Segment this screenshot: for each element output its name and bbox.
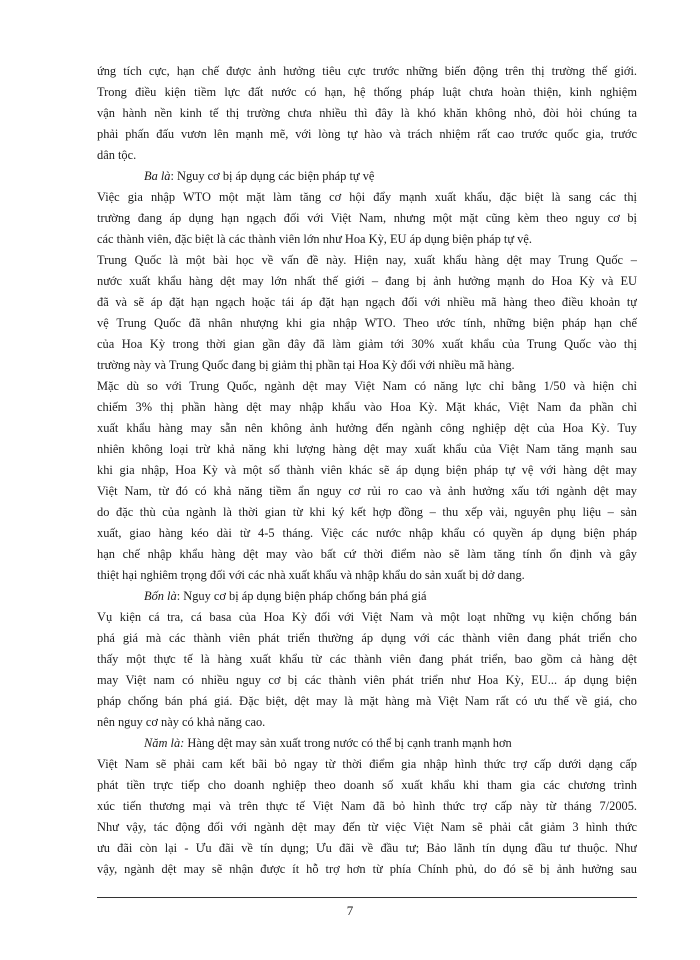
text-line: nên nguy cơ này có khả năng cao. bbox=[97, 715, 266, 729]
text-line: trường này và Trung Quốc đang bị giảm thị phần tại Hoa Kỳ đối với nhiều mã hàng. bbox=[97, 358, 515, 372]
text-line: thấy một thực tế là hàng xuất khẩu từ các thành viên đang phát triển, bao gồm cả hàng dệt bbox=[97, 652, 637, 666]
text-line: Như vậy, tác động đối với ngành dệt may đến từ việc Việt Nam sẽ phải cắt giảm 3 hình thức bbox=[97, 820, 637, 834]
text-line: vận hành nền kinh tế thị trường chưa nhiều thì đây là khó khăn không nhỏ, đòi hỏi chúng ta bbox=[97, 106, 637, 120]
text-line: ưu đãi còn lại - Ưu đãi về tín dụng; Ưu đãi về đầu tư; Bảo lãnh tín dụng đầu tư thuộc. Như bbox=[97, 841, 637, 855]
text-line: phá giá mà các thành viên phát triển thường áp dụng với các thành viên đang phát triển cho bbox=[97, 631, 637, 645]
text-line: đã và sẽ áp đặt hạn ngạch hoặc tái áp đặt hạn ngạch đối với nhiều mã hàng theo điều khoản tự bbox=[97, 295, 637, 309]
text-line: Việt Nam sẽ phải cam kết bãi bỏ ngay từ thời điểm gia nhập hình thức trợ cấp dưới dạng cấp bbox=[97, 757, 637, 771]
text-line: các thành viên, đặc biệt là các thành viên lớn như Hoa Kỳ, EU áp dụng biện pháp tự vệ. bbox=[97, 232, 532, 246]
paragraph-china bbox=[97, 250, 637, 376]
paragraph-wto bbox=[97, 187, 637, 250]
text-line: chiếm 3% thị phần hàng dệt may nhập khẩu vào Hoa Kỳ. Mặt khác, Việt Nam đa phần chỉ bbox=[97, 400, 637, 414]
section-heading-bon-la bbox=[97, 586, 637, 607]
footer-divider bbox=[97, 897, 637, 898]
text-line: nhiên không loại trừ khả năng khi lượng hàng dệt may xuất khẩu của Việt Nam tăng mạnh sau bbox=[97, 442, 637, 456]
heading-text: Hàng dệt may sản xuất trong nước có thể bị cạnh tranh mạnh hơn bbox=[184, 736, 512, 750]
text-line: trường đang áp dụng hạn ngạch đối với Việt Nam, nhưng một mặt cũng kèm theo nguy cơ bị bbox=[97, 211, 637, 225]
heading-label: Bốn là bbox=[144, 589, 177, 603]
paragraph-intro bbox=[97, 61, 637, 166]
text-line: pháp chống bán phá giá. Đặc biệt, dệt may là mặt hàng mà Việt Nam rất có ưu thế về giá, cho bbox=[97, 694, 637, 708]
text-line: khi gia nhập, Hoa Kỳ và một số thành viên khác sẽ áp dụng biện pháp tự vệ với hàng dệt may bbox=[97, 463, 637, 477]
text-line: xuất khẩu hàng may sẵn nên không ảnh hưởng đến ngành công nghiệp dệt của Hoa Kỳ. Tuy bbox=[97, 421, 637, 435]
heading-label: Ba là bbox=[144, 169, 171, 183]
text-line: hạn chế nhập khẩu hàng dệt may vào bất cứ thời điểm nào sẽ làm tăng tính ổn định và gây bbox=[97, 547, 637, 561]
text-line: vệ Trung Quốc đã nhân nhượng khi gia nhập WTO. Theo ước tính, những biện pháp hạn chế bbox=[97, 316, 637, 330]
text-line: Việt Nam, từ đó có khả năng tiềm ẩn nguy cơ rủi ro cao và ảnh hưởng xấu tới ngành dệt may bbox=[97, 484, 637, 498]
text-line: dân tộc. bbox=[97, 148, 137, 162]
text-line: Vụ kiện cá tra, cá basa của Hoa Kỳ đối với Việt Nam và một loạt những vụ kiện chống bán bbox=[97, 610, 637, 624]
text-line: nước xuất khẩu hàng dệt may lớn nhất thế giới – đang bị ảnh hưởng mạnh do Hoa Kỳ và EU bbox=[97, 274, 637, 288]
text-line: của Hoa Kỳ trong thời gian gần đây đã làm giảm tới 30% xuất khẩu của Trung Quốc vào thị bbox=[97, 337, 637, 351]
text-line: may Việt nam có nhiều nguy cơ bị các thành viên phát triển như Hoa Kỳ, EU... áp dụng biện bbox=[97, 673, 637, 687]
text-line: xuất, giao hàng kéo dài từ 4-5 tháng. Việc các nước nhập khẩu có quyền áp dụng biện pháp bbox=[97, 526, 637, 540]
text-line: Trong điều kiện tiềm lực đất nước có hạn, hệ thống pháp luật chưa hoàn thiện, kinh nghiệm bbox=[97, 85, 637, 99]
heading-text: : Nguy cơ bị áp dụng biện pháp chống bán phá giá bbox=[176, 589, 427, 603]
text-line: Mặc dù so với Trung Quốc, ngành dệt may Việt Nam có năng lực chỉ bằng 1/50 và hiện chỉ bbox=[97, 379, 637, 393]
heading-text: : Nguy cơ bị áp dụng các biện pháp tự vệ bbox=[170, 169, 375, 183]
text-line: do đặc thù của ngành là thời gian từ khi ký kết hợp đồng – thu xếp vải, nguyên phụ liệu – sản bbox=[97, 505, 637, 519]
text-line: phát tiền trực tiếp cho doanh nghiệp theo doanh số xuất khẩu khi tham gia các chương trình bbox=[97, 778, 637, 792]
paragraph-subsidies bbox=[97, 754, 637, 880]
text-line: ứng tích cực, hạn chế được ảnh hưởng tiêu cực trước những biến động trên thị trường thế giới. bbox=[97, 64, 637, 78]
text-line: vậy, ngành dệt may sẽ nhận được ít hỗ trợ hơn từ phía Chính phủ, do đó sẽ bị ảnh hưởng sau bbox=[97, 862, 637, 876]
paragraph-vietnam-capacity bbox=[97, 376, 637, 586]
section-heading-ba-la bbox=[97, 166, 637, 187]
text-line: Trung Quốc là một bài học về vấn đề này. Hiện nay, xuất khẩu hàng dệt may Trung Quốc – bbox=[97, 253, 637, 267]
heading-label: Năm là: bbox=[144, 736, 185, 750]
section-heading-nam-la bbox=[97, 733, 637, 754]
text-line: thiệt hại nghiêm trọng đối với các nhà xuất khẩu và nhập khẩu do sản xuất bị dở dang. bbox=[97, 568, 525, 582]
text-line: xúc tiến thương mại và trên thực tế Việt Nam đã bỏ hình thức trợ cấp này từ tháng 7/2005. bbox=[97, 799, 637, 813]
page-number: 7 bbox=[346, 903, 354, 918]
text-line: phải phấn đấu vươn lên mạnh mẽ, với lòng tự hào và trách nhiệm rất cao trước quốc gia, trước bbox=[97, 127, 637, 141]
paragraph-anti-dumping bbox=[97, 607, 637, 733]
page-content bbox=[97, 61, 637, 880]
text-line: Việc gia nhập WTO một mặt làm tăng cơ hội đẩy mạnh xuất khẩu, đặc biệt là sang các thị bbox=[97, 190, 637, 204]
